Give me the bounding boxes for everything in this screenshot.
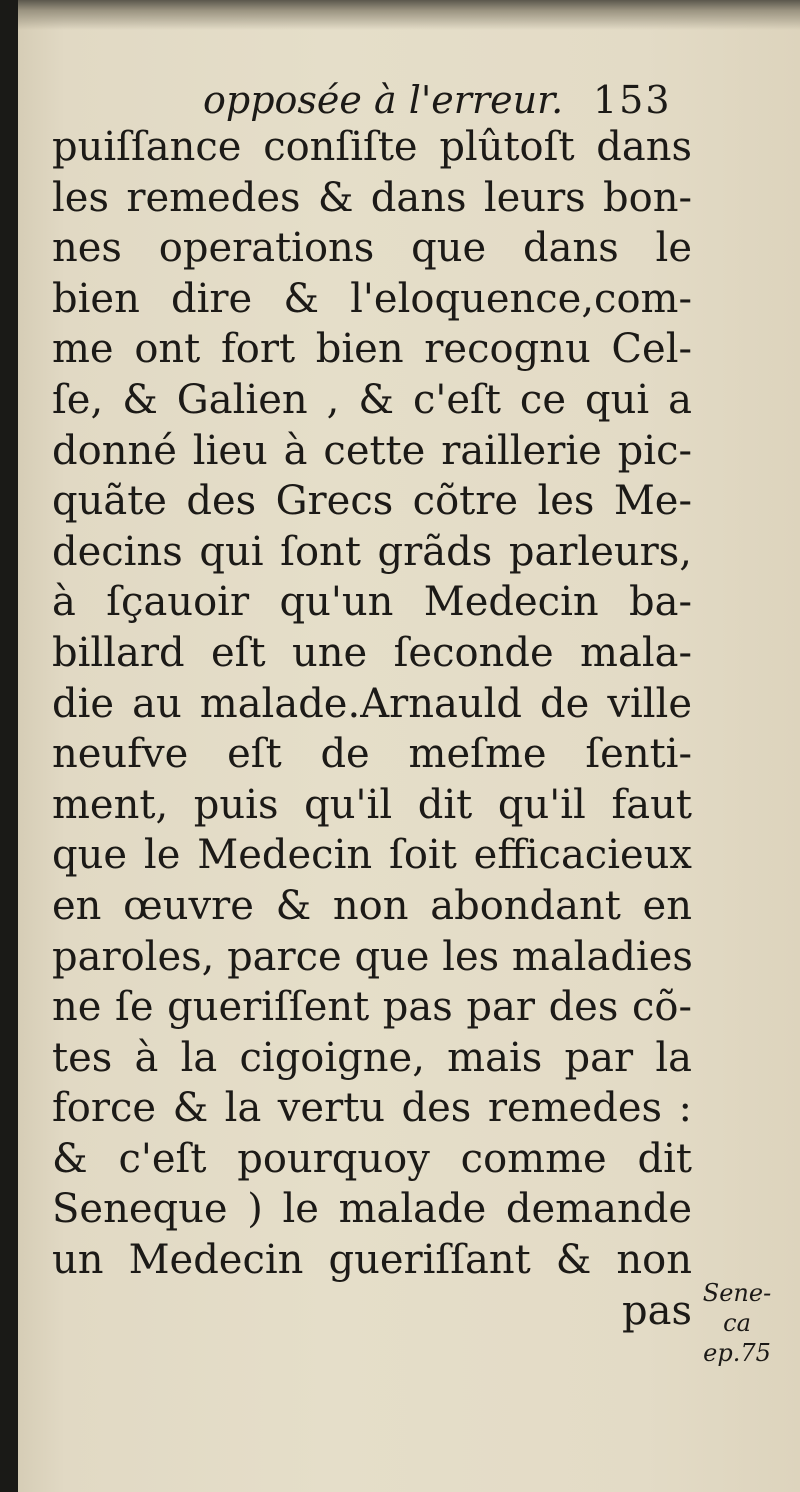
text-line: force & la vertu des remedes : bbox=[52, 1085, 692, 1132]
page-header bbox=[203, 70, 672, 130]
text-line: die au malade.Arnauld de ville bbox=[52, 680, 692, 727]
text-line: puiſſance conſiſte plûtoſt dans bbox=[52, 124, 692, 170]
text-line: decins qui ſont grãds parleurs, bbox=[52, 528, 692, 575]
text-line: tes à la cigoigne, mais par la bbox=[52, 1034, 692, 1081]
text-line: paroles, parce que les maladies bbox=[52, 933, 693, 980]
text-line: à ſçauoir qu'un Medecin ba- bbox=[52, 579, 692, 626]
text-line: nes operations que dans le bbox=[52, 225, 692, 272]
text-line: bien dire & l'eloquence,com- bbox=[52, 275, 692, 322]
text-line: que le Medecin ſoit efficacieux bbox=[52, 832, 692, 879]
text-line: quãte des Grecs cõtre les Me- bbox=[52, 478, 692, 525]
text-line: ne ſe gueriſſent pas par des cõ- bbox=[52, 984, 692, 1031]
catchword: pas bbox=[622, 1287, 692, 1334]
text-line: Seneque ) le malade demande bbox=[52, 1186, 692, 1233]
margin-citation-line: Sene- bbox=[702, 1279, 772, 1307]
margin-citation-line: ca bbox=[723, 1309, 751, 1337]
text-line: donné lieu à cette raillerie pic- bbox=[52, 427, 692, 474]
book-page bbox=[18, 0, 800, 1492]
text-line: ſe, & Galien , & c'eſt ce qui a bbox=[52, 376, 692, 423]
text-line: & c'eſt pourquoy comme dit bbox=[52, 1135, 692, 1182]
page-edge-shadow bbox=[18, 0, 800, 30]
text-line: les remedes & dans leurs bon- bbox=[52, 174, 692, 221]
running-title: opposée à l'erreur. bbox=[203, 78, 564, 122]
text-line: en œuvre & non abondant en bbox=[52, 882, 692, 929]
margin-citation bbox=[682, 1278, 792, 1368]
body-text bbox=[52, 122, 692, 1336]
text-line: ment, puis qu'il dit qu'il faut bbox=[52, 781, 692, 828]
text-line: billard eſt une ſeconde mala- bbox=[52, 629, 692, 676]
text-line: me ont fort bien recognu Cel- bbox=[52, 326, 692, 373]
text-line: neufve eſt de meſme ſenti- bbox=[52, 731, 692, 778]
page-number: 153 bbox=[593, 78, 672, 122]
text-line: un Medecin gueriſſant & non bbox=[52, 1237, 692, 1284]
margin-citation-line: ep.75 bbox=[703, 1339, 771, 1367]
